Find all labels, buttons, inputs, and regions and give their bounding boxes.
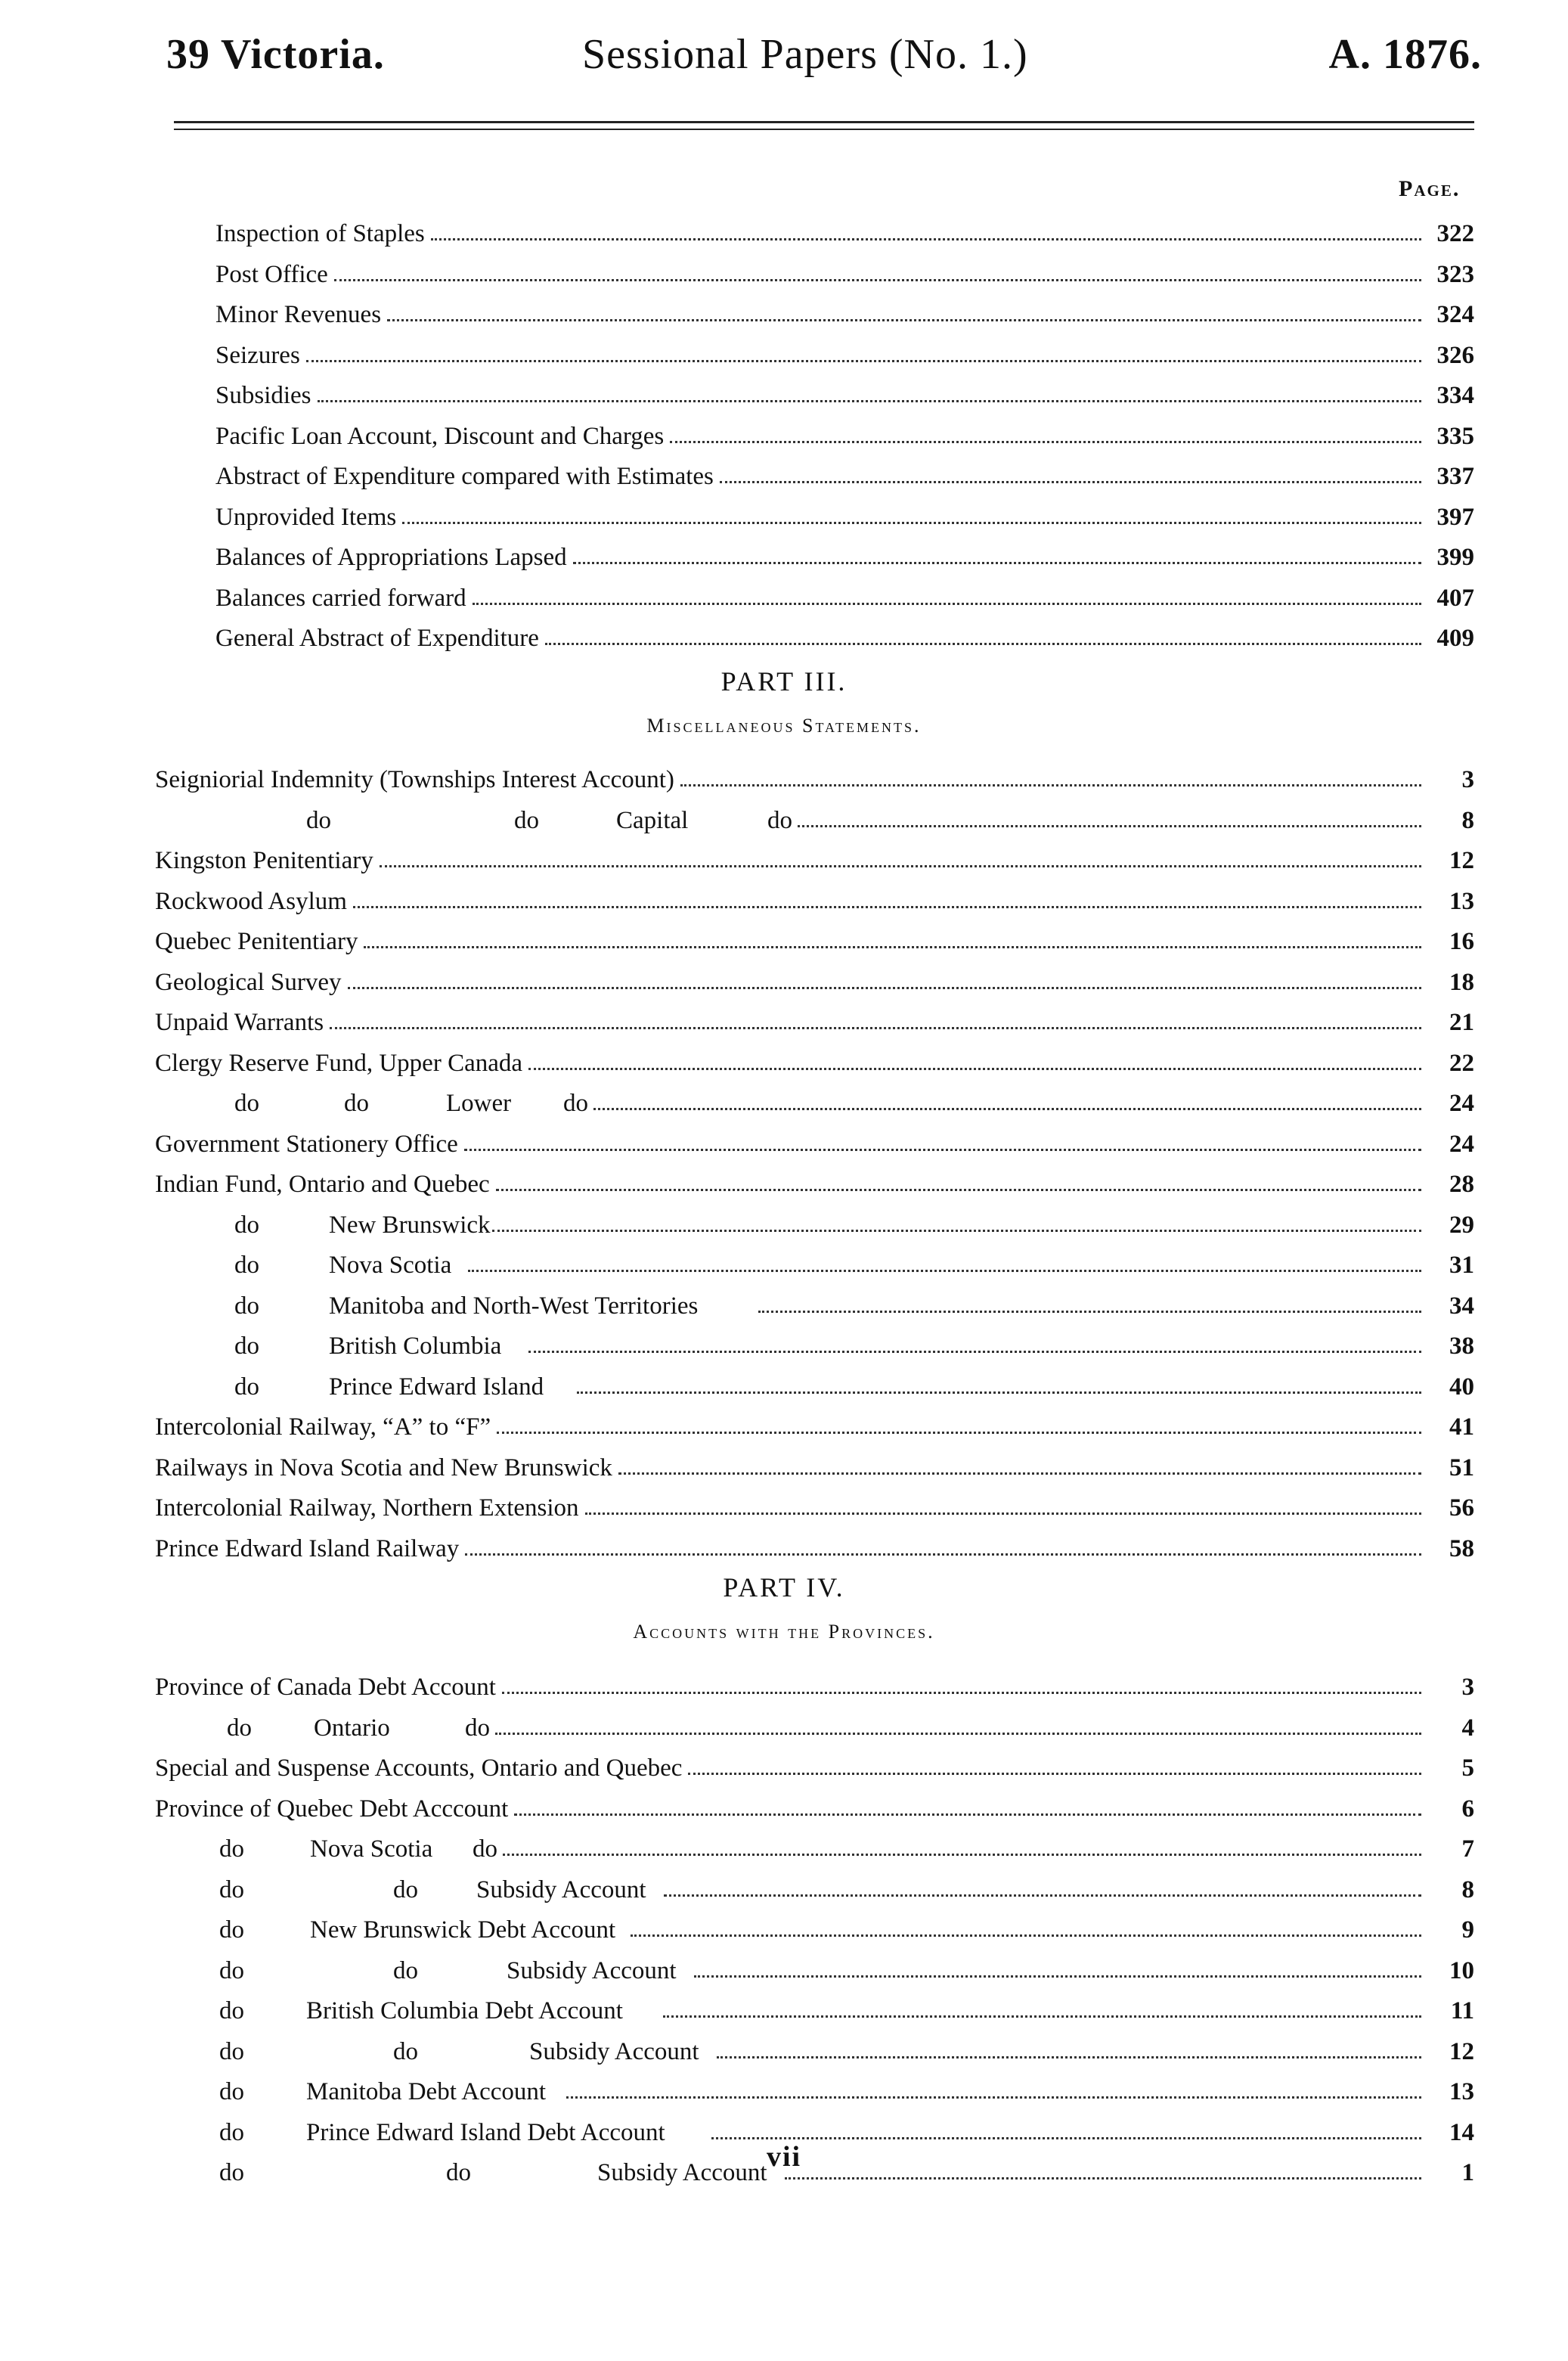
leader-dots	[618, 1472, 1421, 1475]
part-4-row	[155, 1906, 1474, 1944]
page-number: 29	[1449, 1211, 1474, 1239]
entry-label-part: do	[219, 2037, 244, 2065]
entry-label-part: British Columbia Debt Account	[306, 1997, 623, 2024]
entry-label	[155, 1330, 522, 1360]
part-3-title: PART III.	[720, 666, 848, 697]
part-4-row	[155, 1866, 1474, 1904]
leader-dots	[402, 522, 1421, 524]
entry-label-text: General Abstract of Expenditure	[215, 625, 539, 652]
page-number: 407	[1436, 584, 1474, 612]
entry-label-text: Intercolonial Railway, Northern Extension	[155, 1494, 579, 1522]
entry-label	[155, 1209, 491, 1239]
page-number: 14	[1449, 2118, 1474, 2146]
page-number: 6	[1461, 1795, 1474, 1823]
running-header	[166, 30, 1489, 98]
page-number: 4	[1461, 1714, 1474, 1742]
part-3-row	[155, 878, 1474, 916]
entry-label-part: Subsidy Account	[529, 2037, 699, 2065]
part-3-row	[155, 1202, 1474, 1239]
entry-label-part: Manitoba and North-West Territories	[329, 1292, 699, 1320]
page-number: 56	[1449, 1494, 1474, 1522]
entry-label-part: do	[219, 2078, 244, 2105]
part-3-row	[155, 1161, 1474, 1199]
part-4-title: PART IV.	[723, 1572, 845, 1602]
part-3-row	[155, 1404, 1474, 1441]
leader-dots	[431, 238, 1421, 240]
leader-dots	[688, 1773, 1421, 1775]
entry-label-part: do	[446, 2159, 471, 2186]
page-number: 13	[1449, 2078, 1474, 2105]
entry-label-part: Prince Edward Island Debt Account	[306, 2118, 665, 2146]
part-3-row	[155, 756, 1474, 794]
entry-label	[215, 342, 300, 370]
entry-label	[155, 1050, 522, 1078]
entry-label-part: Subsidy Account	[476, 1875, 646, 1903]
entry-label-part: do	[234, 1211, 259, 1239]
leader-dots	[503, 1854, 1421, 1856]
entry-label-text: Inspection of Staples	[215, 220, 425, 247]
entry-label-part: Subsidy Account	[597, 2159, 767, 2186]
entry-label	[215, 504, 396, 532]
entry-label-part: British Columbia	[329, 1333, 502, 1360]
entry-label-text: Minor Revenues	[215, 301, 382, 328]
entry-label-text: Kingston Penitentiary	[155, 847, 373, 874]
entry-label-part: do	[514, 806, 539, 834]
page-number: 51	[1449, 1454, 1474, 1481]
entry-label-part: Ontario	[314, 1714, 390, 1742]
entry-label-part: do	[393, 1956, 418, 1984]
page-number: 9	[1461, 1916, 1474, 1944]
entry-label-part: do	[219, 2159, 244, 2186]
page-number: 40	[1449, 1373, 1474, 1401]
part-3-row	[155, 1485, 1474, 1522]
entry-label	[155, 1371, 571, 1401]
leader-dots	[593, 1108, 1421, 1110]
leader-dots	[497, 1432, 1421, 1434]
entry-label-part: do	[219, 1875, 244, 1903]
entry-label-text: Unpaid Warrants	[155, 1009, 324, 1036]
entry-label-part: Subsidy Account	[507, 1956, 677, 1984]
page-number: 322	[1436, 220, 1474, 247]
entry-label-part: do	[234, 1333, 259, 1360]
part-2-row	[215, 210, 1474, 248]
page-number: 11	[1450, 1997, 1474, 2024]
part-2-row	[215, 453, 1474, 491]
entry-label-text: Abstract of Expenditure compared with Estimates	[215, 463, 714, 490]
part-4-row	[155, 1705, 1474, 1742]
entry-label	[215, 585, 466, 613]
entry-label-text: Balances carried forward	[215, 584, 466, 612]
page-number: 3	[1461, 766, 1474, 793]
header-rule	[174, 121, 1474, 123]
page-column-label: Page.	[1399, 176, 1461, 201]
page-number: 12	[1449, 847, 1474, 874]
page-number: 399	[1436, 544, 1474, 571]
entry-label	[215, 544, 567, 572]
leader-dots	[465, 1553, 1421, 1556]
part-4-subtitle: Accounts with the Provinces.	[633, 1621, 935, 1643]
entry-label	[215, 301, 381, 329]
part-4-row	[155, 2028, 1474, 2066]
page-number: 326	[1436, 341, 1474, 369]
part-3-row	[155, 1525, 1474, 1563]
entry-label	[155, 1494, 579, 1522]
entry-label-part: Nova Scotia	[310, 1835, 433, 1863]
part-3-row	[155, 1283, 1474, 1320]
entry-label-part: do	[473, 1835, 497, 1863]
entry-label	[155, 1087, 587, 1118]
leader-dots	[306, 360, 1421, 362]
entry-label	[155, 1874, 658, 1904]
entry-label-part: New Brunswick	[329, 1211, 491, 1239]
entry-label-text: Rockwood Asylum	[155, 887, 347, 915]
leader-dots	[468, 1270, 1421, 1272]
part-3-row	[155, 1242, 1474, 1280]
entry-label-part: do	[393, 2037, 418, 2065]
header-rule-thin	[174, 129, 1474, 130]
part-3-row	[155, 1444, 1474, 1482]
entry-label	[215, 463, 714, 491]
leader-dots	[717, 2056, 1421, 2059]
leader-dots	[585, 1512, 1421, 1515]
leader-dots	[566, 2096, 1421, 2099]
page-number: 335	[1436, 422, 1474, 450]
entry-label-part: do	[234, 1252, 259, 1279]
entry-label-text: Special and Suspense Accounts, Ontario and Quebec	[155, 1754, 683, 1782]
leader-dots	[318, 400, 1421, 402]
leader-dots	[348, 987, 1421, 989]
entry-label	[155, 2036, 711, 2066]
part-3-row	[155, 959, 1474, 997]
entry-label-part: do	[465, 1714, 490, 1742]
page-number: 334	[1436, 382, 1474, 409]
entry-label	[155, 969, 342, 997]
leader-dots	[663, 2015, 1421, 2018]
entry-label-text: Seigniorial Indemnity (Townships Interest Account)	[155, 766, 674, 793]
page-number: 8	[1461, 1875, 1474, 1903]
part-3-row	[155, 999, 1474, 1037]
leader-dots	[473, 603, 1421, 605]
page-number: 324	[1436, 301, 1474, 328]
page-number: 18	[1449, 968, 1474, 996]
entry-label-text: Pacific Loan Account, Discount and Charges	[215, 422, 665, 450]
entry-label	[155, 766, 674, 794]
part-4-row	[155, 1947, 1474, 1985]
page-folio: vii	[766, 2141, 802, 2173]
page-number: 21	[1449, 1009, 1474, 1036]
entry-label-text: Railways in Nova Scotia and New Brunswick	[155, 1454, 612, 1481]
entry-label-part: New Brunswick Debt Account	[310, 1916, 616, 1944]
leader-dots	[664, 1894, 1421, 1897]
entry-label	[155, 1795, 508, 1823]
part-2-row	[215, 332, 1474, 370]
entry-label-text: Geological Survey	[155, 968, 342, 996]
leader-dots	[380, 865, 1421, 867]
entry-label-text: Province of Canada Debt Account	[155, 1674, 496, 1701]
part-2-row	[215, 291, 1474, 329]
page-number: 38	[1449, 1333, 1474, 1360]
part-4-row	[155, 2068, 1474, 2106]
leader-dots	[528, 1068, 1421, 1070]
entry-label	[155, 1995, 657, 2025]
part-2-row	[215, 372, 1474, 410]
leader-dots	[492, 1230, 1421, 1232]
entry-label-text: Seizures	[215, 341, 300, 369]
part-3-row	[155, 837, 1474, 875]
entry-label-part: do	[219, 1916, 244, 1944]
entry-label	[215, 382, 311, 410]
entry-label	[155, 928, 358, 956]
part-3-row	[155, 1080, 1474, 1118]
part-2-row	[215, 615, 1474, 653]
page-number: 28	[1449, 1171, 1474, 1198]
entry-label-text: Subsidies	[215, 382, 311, 409]
entry-label-text: Post Office	[215, 260, 328, 288]
leader-dots	[545, 643, 1421, 645]
page-number: 5	[1461, 1754, 1474, 1782]
entry-label-part: do	[393, 1875, 418, 1903]
entry-label-text: Clergy Reserve Fund, Upper Canada	[155, 1049, 523, 1077]
entry-label-text: Intercolonial Railway, “A” to “F”	[155, 1413, 491, 1441]
leader-dots	[680, 784, 1421, 786]
entry-label-part: do	[234, 1090, 259, 1117]
entry-label	[215, 220, 425, 248]
entry-label	[155, 1712, 489, 1742]
page-number: 58	[1449, 1534, 1474, 1562]
leader-dots	[528, 1351, 1421, 1353]
page-number: 3	[1461, 1674, 1474, 1701]
entry-label-part: do	[227, 1714, 252, 1742]
part-3-row	[155, 1040, 1474, 1078]
leader-dots	[631, 1934, 1421, 1937]
entry-label-part: Manitoba Debt Account	[306, 2078, 547, 2105]
part-3-row	[155, 797, 1474, 835]
entry-label-text: Government Stationery Office	[155, 1130, 458, 1158]
header-title: Sessional Papers (No. 1.)	[582, 31, 1028, 78]
entry-label	[155, 1171, 490, 1199]
entry-label-part: Prince Edward Island	[329, 1373, 544, 1401]
entry-label	[155, 1535, 459, 1563]
part-4-row	[155, 1826, 1474, 1863]
page-number: 409	[1436, 625, 1474, 652]
page-number: 24	[1449, 1130, 1474, 1158]
leader-dots	[711, 2137, 1421, 2139]
entry-label-part: do	[344, 1090, 369, 1117]
page-number: 12	[1449, 2037, 1474, 2065]
entry-label	[155, 1290, 752, 1320]
entry-label	[155, 2076, 560, 2106]
leader-dots	[573, 562, 1421, 564]
header-session: 39 Victoria.	[166, 31, 385, 78]
part-4-row	[155, 1745, 1474, 1782]
part-3-row	[155, 1364, 1474, 1401]
page-number: 22	[1449, 1049, 1474, 1077]
leader-dots	[670, 441, 1421, 443]
part-2-row	[215, 575, 1474, 613]
entry-label	[155, 1955, 688, 1985]
part-3-row	[155, 1121, 1474, 1159]
leader-dots	[330, 1027, 1421, 1029]
leader-dots	[577, 1391, 1421, 1394]
entry-label	[155, 1833, 497, 1863]
entry-label	[155, 888, 347, 916]
part-4-row	[155, 1987, 1474, 2025]
entry-label	[215, 625, 539, 653]
entry-label	[155, 1249, 462, 1280]
entry-label-part: do	[219, 1956, 244, 1984]
entry-label	[155, 1131, 458, 1159]
entry-label-part: Capital	[616, 806, 689, 834]
page-number: 1	[1461, 2159, 1474, 2186]
entry-label-text: Indian Fund, Ontario and Quebec	[155, 1171, 490, 1198]
entry-label-part: do	[234, 1373, 259, 1401]
entry-label	[215, 423, 664, 451]
part-3-row	[155, 918, 1474, 956]
leader-dots	[720, 481, 1421, 483]
entry-label-part: do	[219, 2118, 244, 2146]
page-number: 16	[1449, 928, 1474, 955]
page-number: 7	[1461, 1835, 1474, 1863]
leader-dots	[785, 2177, 1421, 2180]
page-number: 323	[1436, 260, 1474, 288]
leader-dots	[514, 1813, 1421, 1816]
entry-label-text: Balances of Appropriations Lapsed	[215, 544, 567, 571]
entry-label-part: do	[767, 806, 792, 834]
entry-label-text: Unprovided Items	[215, 503, 397, 531]
entry-label	[155, 1914, 624, 1944]
page-number: 337	[1436, 463, 1474, 490]
entry-label-part: Lower	[446, 1090, 512, 1117]
entry-label	[155, 1454, 612, 1482]
header-year: A. 1876.	[1328, 31, 1482, 78]
part-2-row	[215, 413, 1474, 451]
part-2-row	[215, 534, 1474, 572]
entry-label	[155, 1754, 682, 1782]
leader-dots	[334, 279, 1421, 281]
part-4-row	[155, 1785, 1474, 1823]
entry-label-part: do	[234, 1292, 259, 1320]
page-number: 8	[1461, 806, 1474, 834]
entry-label	[155, 1413, 491, 1441]
entry-label-text: Prince Edward Island Railway	[155, 1534, 460, 1562]
page-number: 24	[1449, 1090, 1474, 1117]
part-4-row	[155, 1664, 1474, 1702]
leader-dots	[502, 1692, 1421, 1694]
part-3-row	[155, 1323, 1474, 1360]
entry-label-part: do	[563, 1090, 588, 1117]
entry-label	[155, 847, 373, 875]
leader-dots	[798, 825, 1421, 827]
entry-label-part: Nova Scotia	[329, 1252, 452, 1279]
page-number: 41	[1449, 1413, 1474, 1441]
page-number: 34	[1449, 1292, 1474, 1320]
entry-label-part: do	[306, 806, 331, 834]
page-number: 31	[1449, 1252, 1474, 1279]
leader-dots	[387, 319, 1421, 321]
entry-label-part: do	[219, 1835, 244, 1863]
entry-label	[215, 261, 328, 289]
leader-dots	[353, 906, 1421, 908]
leader-dots	[758, 1311, 1421, 1313]
leader-dots	[464, 1149, 1421, 1151]
leader-dots	[694, 1975, 1421, 1978]
entry-label-text: Province of Quebec Debt Acccount	[155, 1795, 509, 1823]
leader-dots	[495, 1733, 1421, 1735]
entry-label	[155, 1674, 496, 1702]
page-number: 13	[1449, 887, 1474, 915]
part-2-row	[215, 494, 1474, 532]
part-2-row	[215, 251, 1474, 289]
entry-label-part: do	[219, 1997, 244, 2024]
page-number: 397	[1436, 503, 1474, 531]
entry-label-text: Quebec Penitentiary	[155, 928, 358, 955]
page-number: 10	[1449, 1956, 1474, 1984]
leader-dots	[364, 946, 1421, 948]
entry-label	[155, 805, 792, 835]
leader-dots	[496, 1189, 1421, 1191]
entry-label	[155, 1009, 324, 1037]
part-3-subtitle: Miscellaneous Statements.	[646, 715, 922, 737]
